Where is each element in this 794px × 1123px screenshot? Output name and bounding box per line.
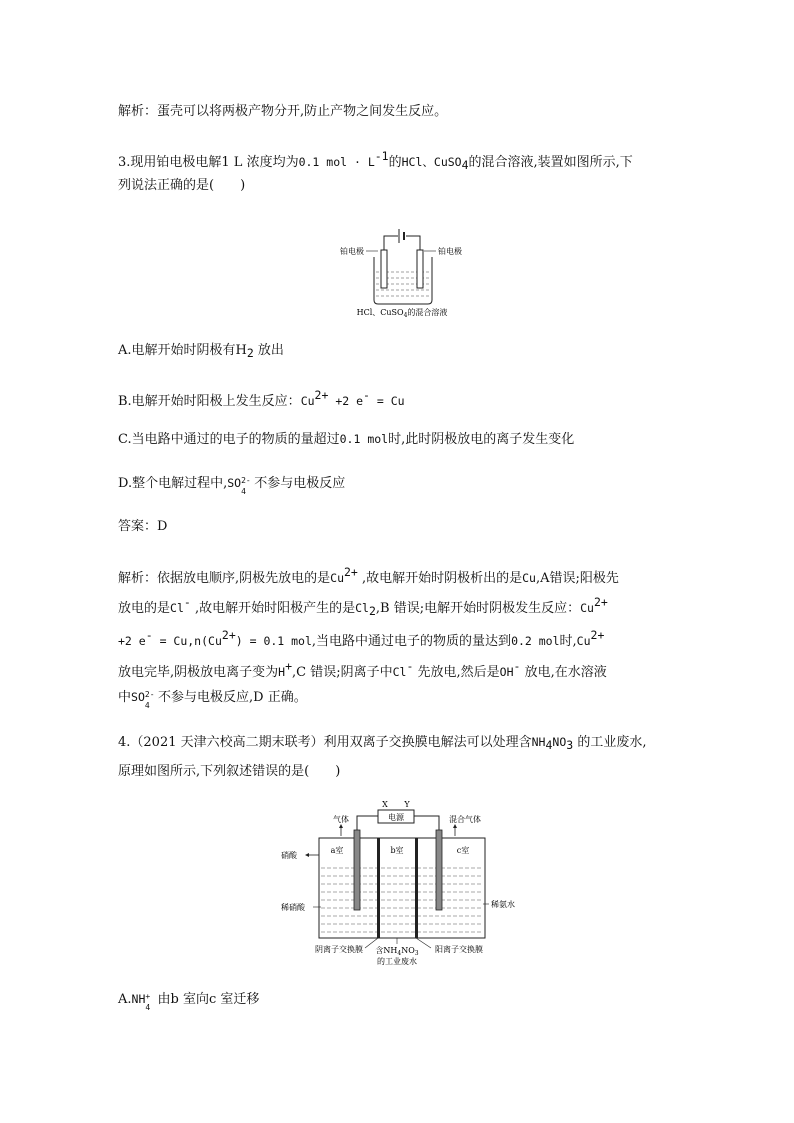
option-text: 放出	[253, 343, 284, 358]
dilute-ammonia-label: 稀氨水	[491, 900, 515, 909]
option-text: 不参与电极反应	[250, 476, 346, 491]
room-c-label: c室	[456, 846, 470, 855]
superscript: 2+	[221, 628, 236, 642]
nitric-acid-label: 硝酸	[281, 851, 297, 860]
subscript: 4	[144, 701, 150, 710]
analysis-text: 放电完毕,阴极放电离子变为	[118, 665, 279, 680]
superscript: 2-	[144, 690, 155, 699]
formula: ) = 0.1 mol	[235, 634, 312, 648]
subscript: 4	[241, 487, 246, 496]
dilute-nitric-acid-label: 稀硝酸	[281, 903, 305, 912]
analysis-text: ,B 错误;电解开始时阴极发生反应：	[375, 601, 581, 616]
room-a-label: a室	[330, 846, 344, 855]
feed-formula-label: 含$NH_4NO_3$	[375, 946, 419, 957]
arrow-head	[305, 853, 309, 857]
q3-analysis-line-4	[118, 657, 607, 682]
wire-to-right-electrode	[414, 816, 439, 830]
formula: 0.1 mol	[339, 432, 389, 446]
formula: Cu	[580, 601, 594, 615]
superscript: 2+	[344, 565, 358, 579]
membrane-electrolysis-figure	[275, 798, 525, 970]
q3-unit-exponent: -1	[374, 149, 389, 163]
option-text: A.	[118, 992, 132, 1007]
leader	[416, 938, 431, 948]
superscript: 2-	[241, 476, 251, 485]
q3-subscript: 4	[461, 158, 469, 172]
option-text: C.当电路中通过的电子的物质的量超过	[118, 432, 340, 447]
answer-text: 答案：D	[118, 519, 168, 534]
anion-membrane-label: 阴离子交换膜	[315, 945, 363, 954]
arrow-head	[453, 824, 457, 828]
prev-analysis-text: 解析：蛋壳可以将两极产物分开,防止产物之间发生反应。	[118, 104, 448, 119]
q4-stem-line-1	[118, 733, 646, 754]
q4-stem-text: 的工业废水,	[573, 735, 647, 750]
cation-membrane-label: 阳离子交换膜	[435, 945, 483, 954]
option-text: 由b 室向c 室迁移	[153, 992, 260, 1007]
superscript: -	[145, 628, 153, 642]
cation-exchange-membrane	[415, 838, 418, 938]
superscript: 2+	[593, 595, 608, 609]
q3-option-b[interactable]	[118, 386, 405, 411]
q3-stem-text: 的	[388, 155, 402, 170]
superscript: +	[145, 992, 151, 1001]
analysis-text: ,故电解开始时阳极产生的是	[190, 601, 356, 616]
formula: +2 e	[118, 634, 146, 648]
formula: Cu	[576, 634, 591, 648]
formula: NH	[131, 992, 146, 1006]
terminal-x-label: X	[382, 800, 388, 809]
analysis-text: 放电,在水溶液	[520, 665, 607, 680]
q3-option-a[interactable]	[118, 342, 284, 362]
q3-analysis-line-3	[118, 626, 604, 651]
superscript: -	[406, 659, 414, 673]
terminal-y-label: Y	[404, 800, 410, 809]
analysis-text: 不参与电极反应,D 正确。	[153, 690, 307, 705]
gas-left-label: 气体	[333, 815, 349, 824]
q3-option-c[interactable]	[118, 430, 574, 449]
gas-right-label: 混合气体	[449, 815, 481, 824]
subscript: 4	[145, 1003, 151, 1012]
anion-exchange-membrane	[377, 838, 380, 938]
sulfate-scripts	[241, 474, 251, 496]
option-text: A.电解开始时阴极有H	[118, 343, 247, 358]
platinum-electrode-left	[381, 250, 387, 288]
q3-analysis-line-5	[118, 688, 307, 710]
analysis-text: 解析：依据放电顺序,阴极先放电的是	[118, 571, 331, 586]
right-electrode-label: 铂电极	[438, 247, 462, 256]
q3-analysis-line-1	[118, 563, 619, 588]
formula: Cl	[392, 665, 407, 679]
subscript: 4	[545, 738, 553, 752]
formula: NO	[552, 735, 567, 749]
arrow-head	[339, 824, 343, 828]
q4-stem-line-2	[118, 763, 340, 781]
q3-solute: HCl、CuSO	[401, 155, 462, 169]
q3-answer	[118, 518, 167, 536]
superscript: -	[513, 659, 521, 673]
q3-stem-line-1	[118, 147, 633, 174]
electrode-left	[354, 830, 360, 910]
formula: OH	[499, 665, 514, 679]
q4-stem-text: 原理如图所示,下列叙述错误的是( )	[118, 764, 341, 779]
analysis-text: 先放电,然后是	[413, 665, 500, 680]
q3-stem-text: 3.现用铂电极电解1 L 浓度均为	[118, 155, 299, 170]
electrode-right	[436, 830, 442, 910]
formula: SO	[227, 476, 242, 490]
analysis-text: 中	[118, 690, 132, 705]
room-b-label: b室	[390, 846, 404, 855]
formula: +2 e	[328, 394, 364, 408]
formula: Cl	[170, 601, 184, 615]
sulfate-scripts	[144, 688, 155, 710]
analysis-text: ,A错误;阳极先	[535, 571, 619, 586]
q3-option-d[interactable]	[118, 474, 346, 496]
superscript: 2+	[590, 628, 605, 642]
left-electrode-label: 铂电极	[340, 247, 364, 256]
subscript: 3	[566, 738, 574, 752]
prev-analysis-line	[118, 103, 447, 121]
formula: Cu	[330, 571, 344, 585]
option-text: 时,此时阴极放电的离子发生变化	[388, 432, 575, 447]
analysis-text: ,故电解开始时阴极析出的是	[357, 571, 523, 586]
formula: SO	[131, 690, 145, 704]
wire-to-left-electrode	[357, 816, 378, 830]
superscript: -	[183, 595, 191, 609]
power-supply-label: 电源	[388, 813, 404, 822]
analysis-text: 放电的是	[118, 601, 171, 616]
formula: NH	[531, 735, 546, 749]
tank-liquid	[321, 868, 483, 932]
analysis-text: ,C 错误;阴离子中	[292, 665, 393, 680]
q4-stem-text: 4.（2021 天津六校高二期末联考）利用双离子交换膜电解法可以处理含	[118, 735, 532, 750]
ammonium-scripts	[145, 990, 153, 1012]
formula: = Cu	[369, 394, 405, 408]
option-text: D.整个电解过程中,	[118, 476, 228, 491]
q3-analysis-line-2	[118, 593, 608, 620]
formula: = Cu,n(Cu	[152, 634, 222, 648]
q3-concentration: 0.1 mol · L	[298, 155, 375, 169]
formula: H	[278, 665, 286, 679]
formula: Cl	[355, 601, 369, 615]
q3-stem-text: 的混合溶液,装置如图所示,下	[468, 155, 633, 170]
q3-stem-text: 列说法正确的是( )	[118, 178, 246, 193]
option-text: B.电解开始时阳极上发生反应：	[118, 394, 301, 409]
solution-caption: HCl、CuSO$_4$的混合溶液	[356, 308, 448, 319]
superscript: 2+	[314, 388, 329, 402]
q4-option-a[interactable]	[118, 990, 260, 1012]
q3-stem-line-2	[118, 177, 245, 195]
superscript: -	[363, 388, 370, 402]
analysis-text: ,当电路中通过电子的物质的量达到	[311, 634, 512, 649]
formula: 0.2 mol	[511, 634, 560, 648]
feed-wastewater-label: 的工业废水	[377, 957, 417, 966]
superscript: +	[285, 659, 293, 673]
platinum-electrode-right	[417, 250, 423, 288]
subscript: 2	[246, 346, 254, 360]
subscript: 2	[368, 604, 376, 618]
formula: Cu	[300, 394, 315, 408]
formula: Cu	[522, 571, 536, 585]
analysis-text: 时,	[559, 634, 577, 649]
electrolysis-cell-figure	[336, 220, 466, 320]
